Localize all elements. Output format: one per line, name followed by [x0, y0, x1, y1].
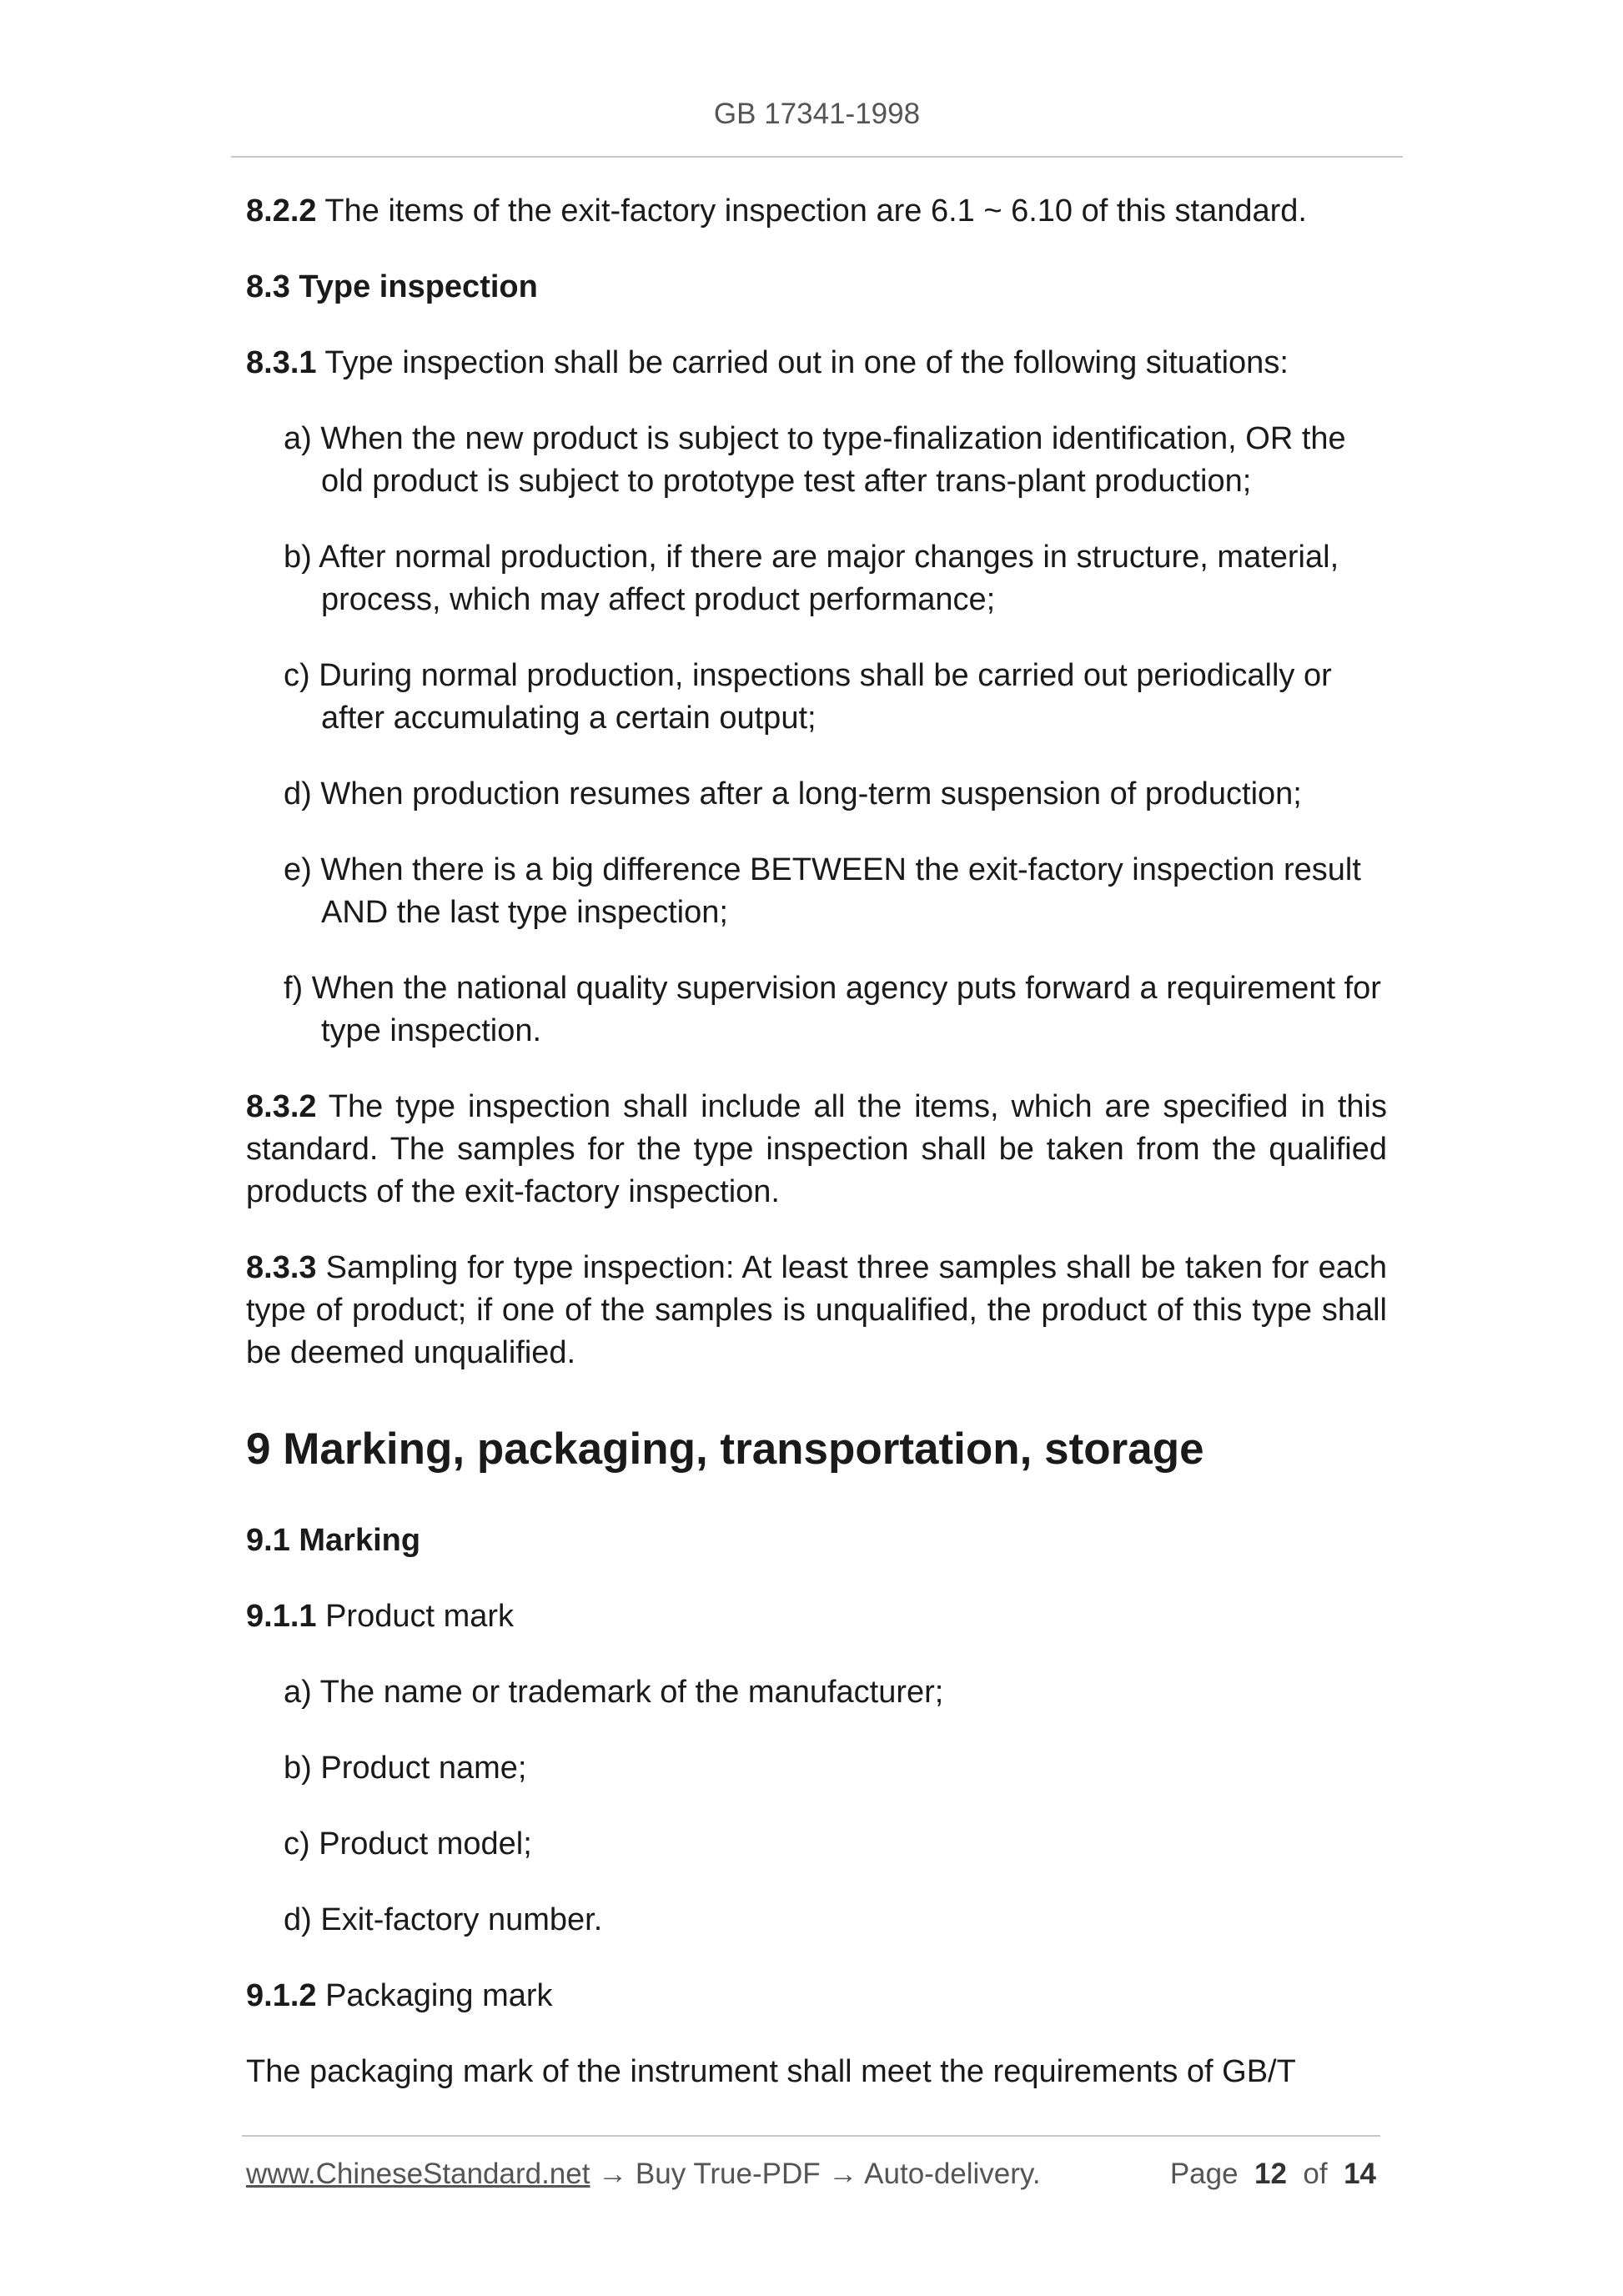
- document-body: [246, 190, 1387, 2127]
- page-footer: [246, 2158, 1376, 2191]
- clause-number: 8.3.1: [246, 345, 317, 380]
- page-of-label: of: [1303, 2158, 1328, 2190]
- clause-number: 8.2.2: [246, 193, 317, 229]
- chapter-heading-9: 9 Marking, packaging, transportation, storage: [246, 1424, 1204, 1474]
- list-item: c) Product model;: [284, 1826, 532, 1861]
- website-link[interactable]: www.ChineseStandard.net: [246, 2158, 590, 2190]
- clause-text: The type inspection shall include all the items, which are specified in this standard. The samples for the type inspection shall be taken from the qualified products of the exit-factory inspection.: [246, 1089, 1387, 1209]
- list-item: d) When production resumes after a long-term suspension of production;: [284, 776, 1302, 811]
- list-item: b) After normal production, if there are major changes in structure, material, process, which may affect product performance;: [284, 540, 1339, 617]
- clause-text: Product mark: [316, 1599, 515, 1634]
- clause-number: 8.3.3: [246, 1250, 317, 1285]
- clause-text: The items of the exit-factory inspection are 6.1 ~ 6.10 of this standard.: [316, 193, 1307, 229]
- footer-divider: [242, 2135, 1380, 2137]
- list-item: c) During normal production, inspections shall be carried out periodically or after accumulating a certain output;: [284, 658, 1332, 736]
- section-heading-9-1: 9.1 Marking: [246, 1523, 421, 1558]
- clause-8-3-2: [246, 1086, 1387, 1213]
- current-page-number: 12: [1254, 2158, 1287, 2190]
- clause-text: Sampling for type inspection: At least three samples shall be taken for each type of product; if one of the samples is unqualified, the product of this type shall be deemed unqualified.: [246, 1250, 1387, 1370]
- clause-9-1-1: [246, 1595, 1387, 1638]
- clause-text: Packaging mark: [316, 1978, 553, 2013]
- list-item: d) Exit-factory number.: [284, 1902, 603, 1937]
- clause-8-3-1: [246, 342, 1387, 384]
- clause-9-1-2: [246, 1975, 1387, 2017]
- footer-promo-text: → Buy True-PDF → Auto-delivery.: [590, 2158, 1041, 2190]
- list-item: f) When the national quality supervision agency puts forward a requirement for type inspection.: [284, 971, 1381, 1048]
- clause-text: Type inspection shall be carried out in one of the following situations:: [316, 345, 1289, 380]
- page-label: Page: [1169, 2158, 1239, 2190]
- list-item: b) Product name;: [284, 1751, 527, 1786]
- clause-8-2-2: [246, 190, 1387, 233]
- list-item: e) When there is a big difference BETWEEN the exit-factory inspection result AND the last type inspection;: [284, 852, 1361, 930]
- clause-8-3-3: [246, 1247, 1387, 1374]
- clause-number: 9.1.1: [246, 1599, 317, 1634]
- clause-number: 9.1.2: [246, 1978, 317, 2013]
- page-number-indicator: [1170, 2158, 1376, 2191]
- list-item: a) The name or trademark of the manufacturer;: [284, 1675, 944, 1710]
- section-heading-8-3: 8.3 Type inspection: [246, 269, 538, 304]
- clause-9-1-2-body: The packaging mark of the instrument shall meet the requirements of GB/T: [246, 2054, 1296, 2089]
- total-pages-number: 14: [1344, 2158, 1376, 2190]
- list-item: a) When the new product is subject to type-finalization identification, OR the old product is subject to prototype test after trans-plant production;: [284, 421, 1346, 499]
- header-divider: [231, 156, 1403, 158]
- clause-number: 8.3.2: [246, 1089, 317, 1124]
- document-header-id: GB 17341-1998: [713, 98, 921, 130]
